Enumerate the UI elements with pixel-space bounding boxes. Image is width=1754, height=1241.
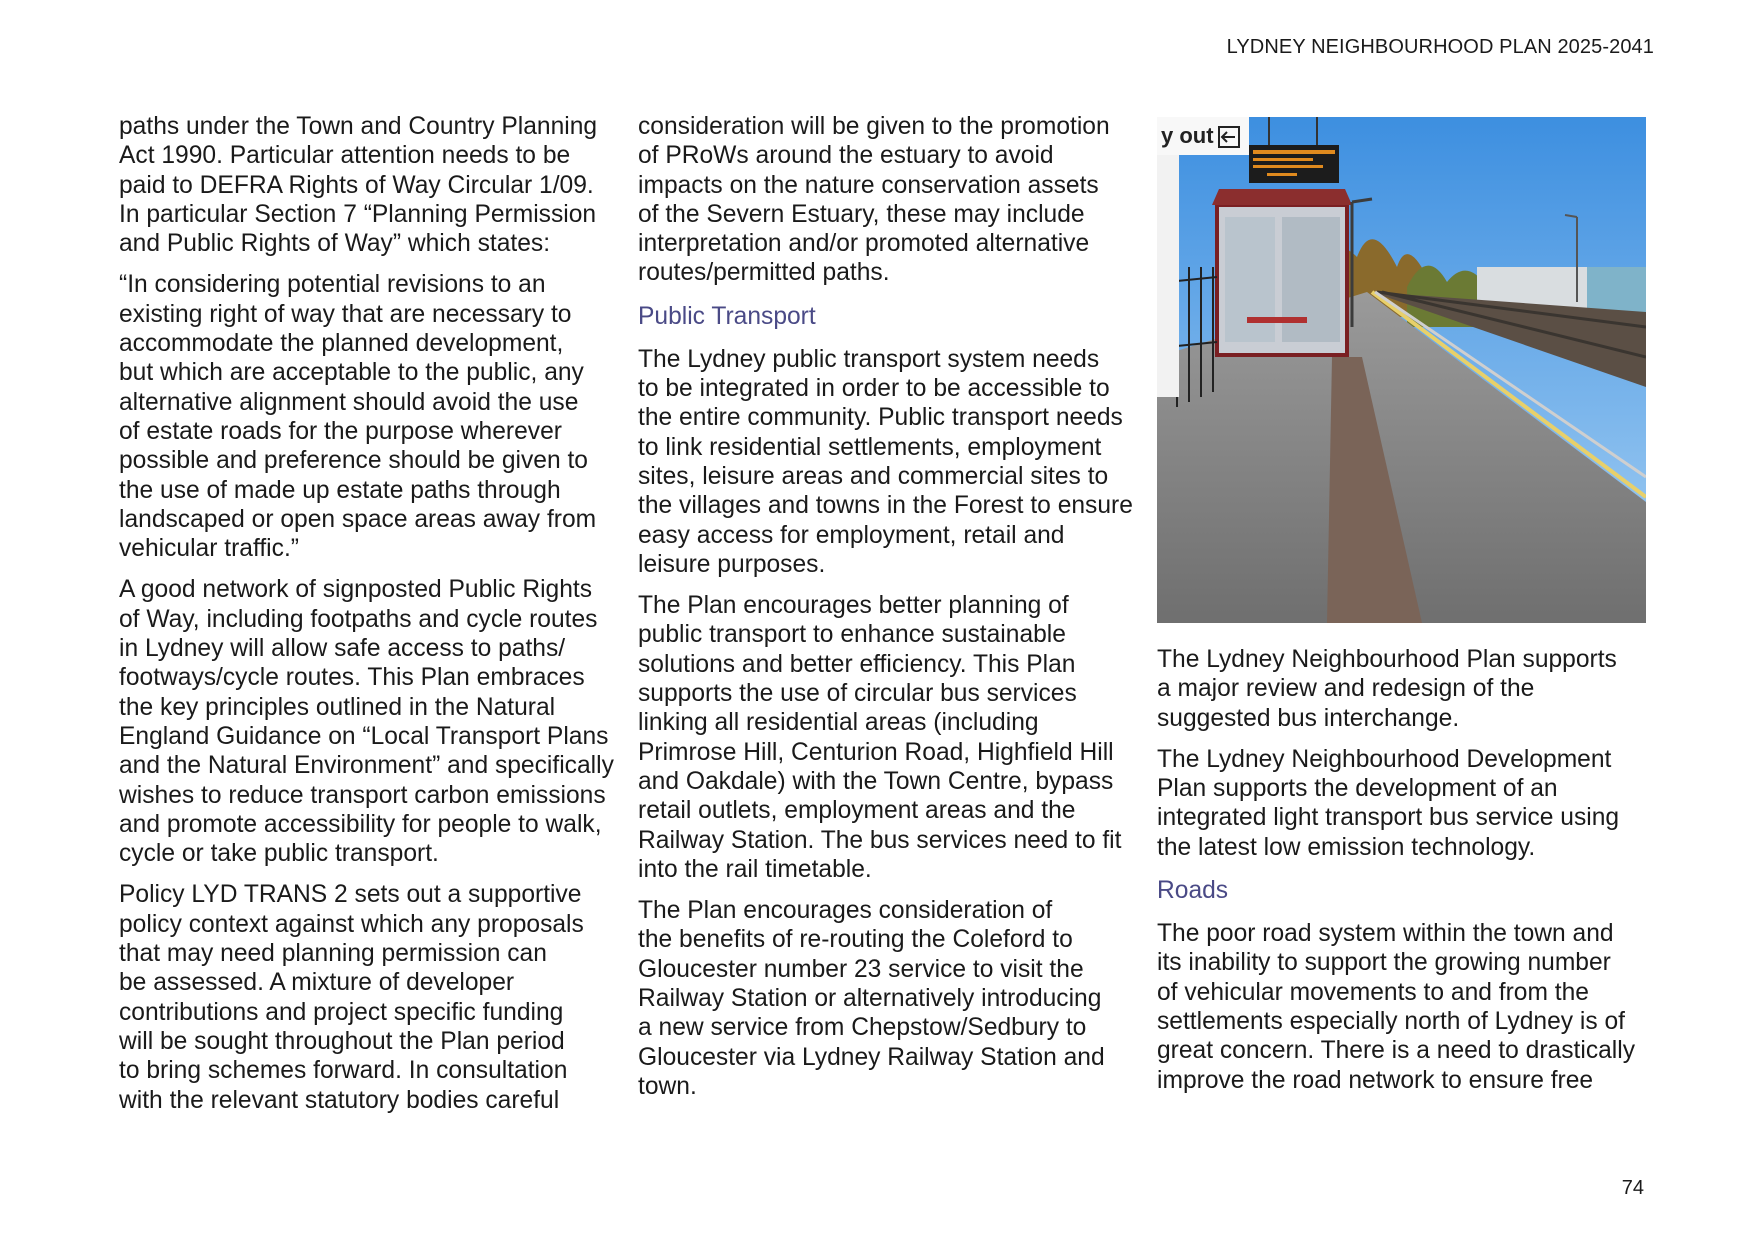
paragraph-public-rights-network: A good network of signposted Public Rights of Way, including footpaths and cycle routes in Lydney will allow safe access to paths/ footways/cycle routes. This Plan embraces the key principles outlined in the Natural England Guidance on “Local Transport Plans and the Natural Environment” and specifically wishes to reduce transport carbon emissions and promote accessibility for people to walk, cycle or take public transport.	[119, 576, 614, 868]
paragraph-rerouting-service-23: The Plan encourages consideration of the benefits of re-routing the Coleford to Gloucester number 23 service to visit the Railway Station or alternatively introducing a new service from Chepstow/Sedbury to Gloucester via Lydney Railway Station and town.	[638, 897, 1105, 1100]
railway-station-platform-photo	[1157, 117, 1646, 623]
text-column-right	[1157, 117, 1657, 1107]
paragraph-road-system: The poor road system within the town and its inability to support the growing number of vehicular movements to and from the settlements especially north of Lydney is of great concern. There is a need to drastically improve the road network to ensure free	[1157, 920, 1636, 1094]
heading-roads: Roads	[1157, 877, 1229, 905]
paragraph-circular-bus-services: The Plan encourages better planning of public transport to enhance sustainable solutions and better efficiency. This Plan supports the use of circular bus services linking all residential areas (including Primrose Hill, Centurion Road, Highfield Hill and Oakdale) with the Town Centre, bypass retail outlets, employment areas and the Railway Station. The bus services need to fit into the rail timetable.	[638, 592, 1122, 883]
exit-sign-text: y out	[1161, 123, 1214, 148]
paragraph-policy-lyd-trans-2: Policy LYD TRANS 2 sets out a supportive policy context against which any proposals that may need planning permission can be assessed. A mixture of developer contributions and project specific funding will be sought throughout the Plan period to bring schemes forward. In consultation with the relevant statutory bodies careful	[119, 881, 584, 1114]
heading-public-transport: Public Transport	[638, 302, 816, 330]
text-column-middle	[638, 112, 1138, 1113]
paragraph-quotation: “In considering potential revisions to an existing right of way that are necessary to accommodate the planned development, but which are acceptable to the public, any alternative alignment should avoid the use of estate roads for the purpose wherever possible and preference should be given to the use of made up estate paths through landscaped or open space areas away from vehicular traffic.”	[119, 271, 597, 563]
paragraph-rights-of-way-circular: paths under the Town and Country Planning Act 1990. Particular attention needs to be paid to DEFRA Rights of Way Circular 1/09. In particular Section 7 “Planning Permission and Public Rights of Way” which states:	[119, 113, 598, 258]
text-column-left	[119, 112, 619, 1127]
paragraph-public-transport-integration: The Lydney public transport system needs to be integrated in order to be accessible to the entire community. Public transport needs to link residential settlements, employment sites, leisure areas and commercial sites to the villages and towns in the Forest to ensure easy access for employment, retail and leisure purposes.	[638, 345, 1133, 578]
paragraph-prows-estuary: consideration will be given to the promotion of PRoWs around the estuary to avoid impacts on the nature conservation assets of the Severn Estuary, these may include interpretation and/or promoted alternative routes/permitted paths.	[638, 113, 1110, 287]
paragraph-bus-interchange: The Lydney Neighbourhood Plan supports a major review and redesign of the suggested bus interchange.	[1157, 646, 1617, 732]
paragraph-light-transport-bus: The Lydney Neighbourhood Development Plan supports the development of an integrated light transport bus service using the latest low emission technology.	[1157, 745, 1620, 861]
page-number: 74	[1621, 1177, 1644, 1199]
running-header: LYDNEY NEIGHBOURHOOD PLAN 2025-2041	[1226, 36, 1654, 58]
